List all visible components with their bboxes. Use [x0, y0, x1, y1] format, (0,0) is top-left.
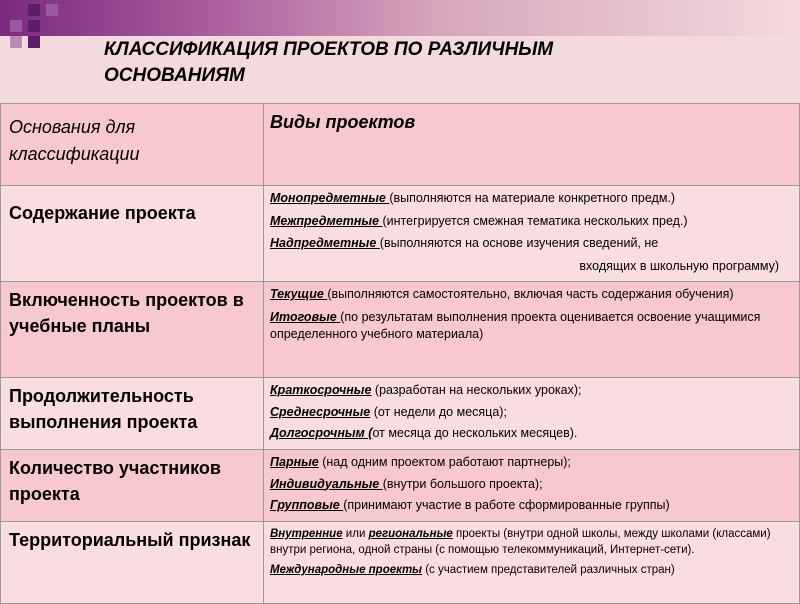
decorative-square — [28, 4, 40, 16]
table-row — [1, 186, 800, 282]
decorative-square — [28, 20, 40, 32]
list-item: Среднесрочные (от недели до месяца); — [270, 404, 507, 419]
header-cell-basis: Основания для классификации — [1, 104, 264, 186]
list-item: Надпредметные (выполняются на основе изучения сведений, не — [270, 236, 659, 250]
list-item-continuation: входящих в школьную программу) — [579, 258, 779, 273]
decorative-square — [10, 36, 22, 48]
list-item: Групповые (принимают участие в работе сформированные группы) — [270, 498, 670, 512]
list-item: Парные (над одним проектом работают партнеры); — [270, 455, 571, 469]
types-cell — [264, 186, 800, 282]
basis-cell: Содержание проекта — [1, 186, 264, 282]
decorative-square — [28, 36, 40, 48]
header-cell-types: Виды проектов — [264, 104, 800, 186]
types-cell — [264, 282, 800, 378]
decorative-square — [46, 4, 58, 16]
types-cell — [264, 450, 800, 522]
classification-table — [0, 103, 800, 604]
top-gradient-bar — [0, 0, 800, 36]
table-row — [1, 378, 800, 450]
list-item: Межпредметные (интегрируется смежная тематика нескольких пред.) — [270, 213, 688, 228]
basis-cell: Продолжительность выполнения проекта — [1, 378, 264, 450]
types-cell — [264, 522, 800, 604]
list-item: Краткосрочные (разработан на нескольких уроках); — [270, 383, 582, 397]
basis-cell: Количество участников проекта — [1, 450, 264, 522]
table-row — [1, 522, 800, 604]
list-item: Индивидуальные (внутри большого проекта); — [270, 476, 543, 491]
list-item: Текущие (выполняются самостоятельно, включая часть содержания обучения) — [270, 287, 734, 301]
decorative-square — [10, 20, 22, 32]
title-line-1: КЛАССИФИКАЦИЯ ПРОЕКТОВ ПО РАЗЛИЧНЫМ — [104, 39, 554, 60]
table-header-row — [1, 104, 800, 186]
page-title — [104, 37, 744, 89]
table-row — [1, 450, 800, 522]
basis-cell: Включенность проектов в учебные планы — [1, 282, 264, 378]
table-row — [1, 282, 800, 378]
list-item: Долгосрочным (от месяца до нескольких месяцев). — [270, 426, 578, 440]
list-item: Внутренние или региональные проекты (внутри одной школы, между школами (классами) внутри региона, одной страны (с помощью телекоммуникаций, Интернет-сети). — [270, 528, 771, 556]
title-line-2: ОСНОВАНИЯМ — [104, 65, 245, 86]
list-item: Международные проекты (с участием представителей различных стран) — [270, 564, 675, 576]
basis-cell: Территориальный признак — [1, 522, 264, 604]
list-item: Итоговые (по результатам выполнения проекта оценивается освоение учащимися определенного учебного материала) — [270, 309, 761, 341]
types-cell — [264, 378, 800, 450]
list-item: Монопредметные (выполняются на материале конкретного предм.) — [270, 191, 676, 205]
